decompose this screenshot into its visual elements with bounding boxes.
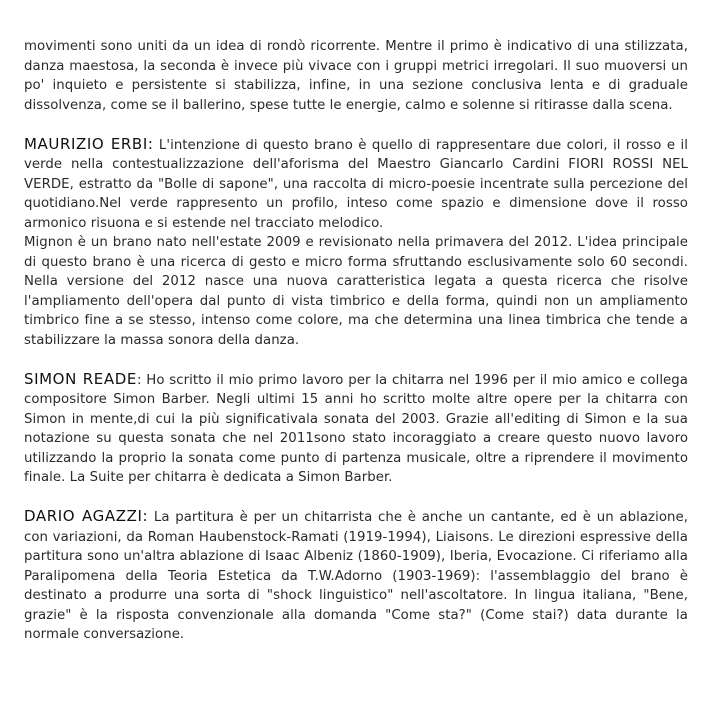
erbi-paragraph <box>24 135 688 234</box>
reade-paragraph <box>24 370 688 488</box>
paragraph-spacer <box>24 350 688 370</box>
composer-name-erbi: MAURIZIO ERBI: <box>24 134 154 153</box>
intro-paragraph <box>24 37 688 115</box>
mignon-text: Mignon è un brano nato nell'estate 2009 e revisionato nella primavera del 2012. L'idea principale di questo brano è una ricerca di gesto e micro forma sfruttando esclusivamente solo 60 secondi. Nella versione del 2012 nasce una nuova caratteristica legata a questa ricerca che risolve l'ampliamento dell'opera dal punto di vista timbrico e della forma, quindi non un ampliamento timbrico fine a se stesso, intenso come colore, ma che determina una linea timbrica che tende a stabilizzare la massa sonora della danza. <box>24 235 688 348</box>
composer-name-agazzi: DARIO AGAZZI: <box>24 507 149 525</box>
document-page <box>24 37 688 645</box>
agazzi-text: La partitura è per un chitarrista che è anche un cantante, ed è un ablazione, con variazioni, da Roman Haubenstock-Ramati (1919-1994), Liaisons. Le direzioni espressive della partitura sono un'altra ablazione di Isaac Albeniz (1860-1909), Iberia, Evocazione. Ci riferiamo alla Paralipomena della Teoria Estetica da T.W.Adorno (1903-1969): l'assemblaggio del brano è destinato a produrre una sorta di "shock linguistico" nell'ascoltatore. In lingua italiana, "Bene, grazie" è la risposta convenzionale alla domanda "Come sta?" (Come stai?) data durante la normale conversazione. <box>24 510 689 642</box>
agazzi-paragraph <box>24 507 688 645</box>
reade-text: : Ho scritto il mio primo lavoro per la chitarra nel 1996 per il mio amico e collega compositore Simon Barber. Negli ultimi 15 anni ho scritto molte altre opere per la chitarra con Simon in mente,di cui la più significativala sonata del 2003. Grazie all'editing di Simon e la sua notazione su questa sonata che nel 2011sono stato incoraggiato a creare questo nuovo lavoro utilizzando la proprio la sonata come punto di partenza musicale, oltre a riprendere il movimento finale. La Suite per chitarra è dedicata a Simon Barber. <box>24 372 688 485</box>
mignon-paragraph <box>24 233 688 350</box>
paragraph-spacer <box>24 115 688 135</box>
intro-text: movimenti sono uniti da un idea di rondò ricorrente. Mentre il primo è indicativo di una stilizzata, danza maestosa, la seconda è invece più vivace con i gruppi metrici irregolari. Il suo muoversi un po' inquieto e persistente si stabilizza, infine, in una sezione conclusiva lenta e di graduale dissolvenza, come se il ballerino, spese tutte le energie, calmo e solenne si ritirasse dalla scena. <box>24 39 688 113</box>
composer-name-reade: SIMON READE <box>24 369 137 388</box>
erbi-text: L'intenzione di questo brano è quello di rappresentare due colori, il rosso e il verde nella contestualizzazione dell'aforisma del Maestro Giancarlo Cardini FIORI ROSSI NEL VERDE, estratto da "Bolle di sapone", una raccolta di micro-poesie incentrate sulla percezione del quotidiano.Nel verde rappresento un profilo, inteso come spazio e dimensione dove il rosso armonico risuona e si estende nel tracciato melodico. <box>24 137 688 231</box>
paragraph-spacer <box>24 488 688 508</box>
